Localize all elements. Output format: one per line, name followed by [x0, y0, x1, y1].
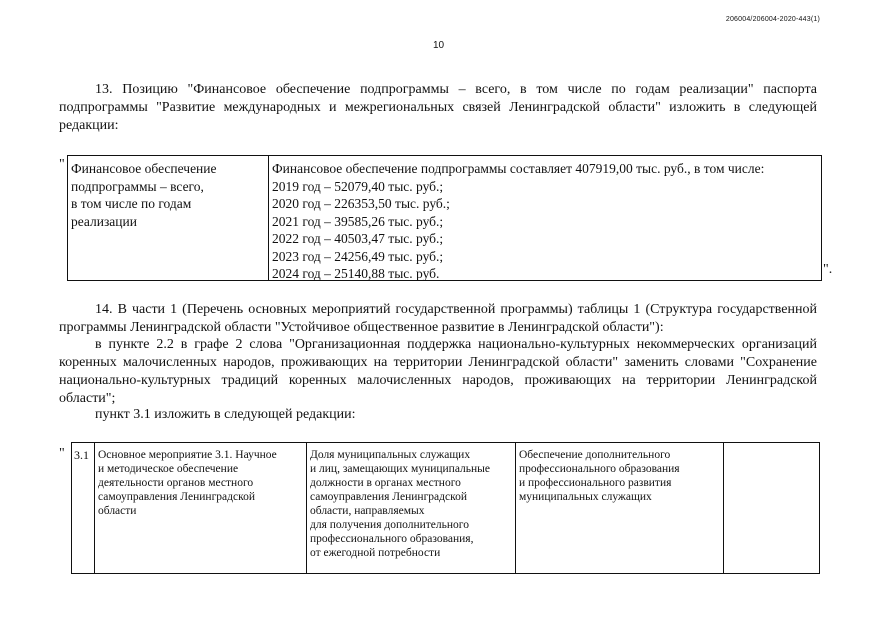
open-quote: ": [59, 157, 65, 172]
cell-line: и профессионального развития: [519, 477, 672, 489]
section-14-paragraph: 14. В части 1 (Перечень основных мероприятий государственной программы) таблицы 1 (Структура государственной программы Ленинградской области "Устойчивое общественное развитие в Ленинградской области"):: [59, 302, 817, 335]
section-13-paragraph: 13. Позицию "Финансовое обеспечение подпрограммы – всего, в том числе по годам реализации" паспорта подпрограммы "Развитие международных и межрегиональных связей Ленинградской области" изложить в следующей редакции:: [59, 82, 817, 133]
cell-line: профессионального образования,: [310, 533, 474, 545]
section-14-item-3-1: пункт 3.1 изложить в следующей редакции:: [95, 407, 356, 422]
cell-line: профессионального образования: [519, 463, 680, 475]
cell-line: должности в органах местного: [310, 477, 461, 489]
indicator-cell: [307, 443, 516, 573]
cell-line: от ежегодной потребности: [310, 547, 441, 559]
label-line: подпрограммы – всего,: [71, 178, 204, 194]
financing-values-cell: [269, 156, 821, 280]
cell-line: для получения дополнительного: [310, 519, 469, 531]
result-cell: [516, 443, 724, 573]
cell-line: Обеспечение дополнительного: [519, 449, 671, 461]
measures-table-row: [71, 442, 820, 574]
cell-line: самоуправления Ленинградской: [310, 491, 468, 503]
section-14-item-2-2: в пункте 2.2 в графе 2 слова "Организационная поддержка национально-культурных некоммерческих организаций коренных малочисленных народов, проживающих на территории Ленинградской области" заменить словами "Сохранение национально-культурных традиций коренных малочисленных народов, проживающих на территории Ленинградской области";: [59, 337, 817, 406]
page-number: 10: [432, 40, 445, 51]
cell-line: муниципальных служащих: [519, 491, 652, 503]
cell-line: и лиц, замещающих муниципальные: [310, 463, 491, 475]
value-line: 2019 год – 52079,40 тыс. руб.;: [272, 178, 444, 194]
open-quote: ": [59, 446, 65, 461]
label-line: Финансовое обеспечение: [71, 161, 217, 176]
cell-line: Доля муниципальных служащих: [310, 449, 471, 461]
value-line: 2020 год – 226353,50 тыс. руб.;: [272, 196, 450, 211]
financing-label-cell: [68, 156, 269, 280]
financing-table: [67, 155, 822, 281]
value-line: 2023 год – 24256,49 тыс. руб.;: [272, 248, 444, 264]
row-number: 3.1: [72, 443, 95, 573]
value-line: 2024 год – 25140,88 тыс. руб.: [272, 266, 440, 281]
cell-line: области: [98, 505, 137, 517]
value-line: 2021 год – 39585,26 тыс. руб.;: [272, 213, 444, 229]
cell-line: области, направляемых: [310, 505, 425, 517]
cell-line: Основное мероприятие 3.1. Научное: [98, 449, 277, 461]
value-line: Финансовое обеспечение подпрограммы составляет 407919,00 тыс. руб., в том числе:: [272, 161, 765, 176]
close-quote: ".: [823, 262, 833, 277]
empty-cell: [724, 443, 819, 573]
value-line: 2022 год – 40503,47 тыс. руб.;: [272, 231, 444, 246]
label-line: реализации: [71, 213, 137, 229]
cell-line: деятельности органов местного: [98, 477, 254, 489]
measure-name-cell: [95, 443, 307, 573]
cell-line: и методическое обеспечение: [98, 463, 239, 475]
document-id: 206004/206004-2020-443(1): [725, 16, 820, 23]
cell-line: самоуправления Ленинградской: [98, 491, 256, 503]
label-line: в том числе по годам: [71, 196, 192, 211]
